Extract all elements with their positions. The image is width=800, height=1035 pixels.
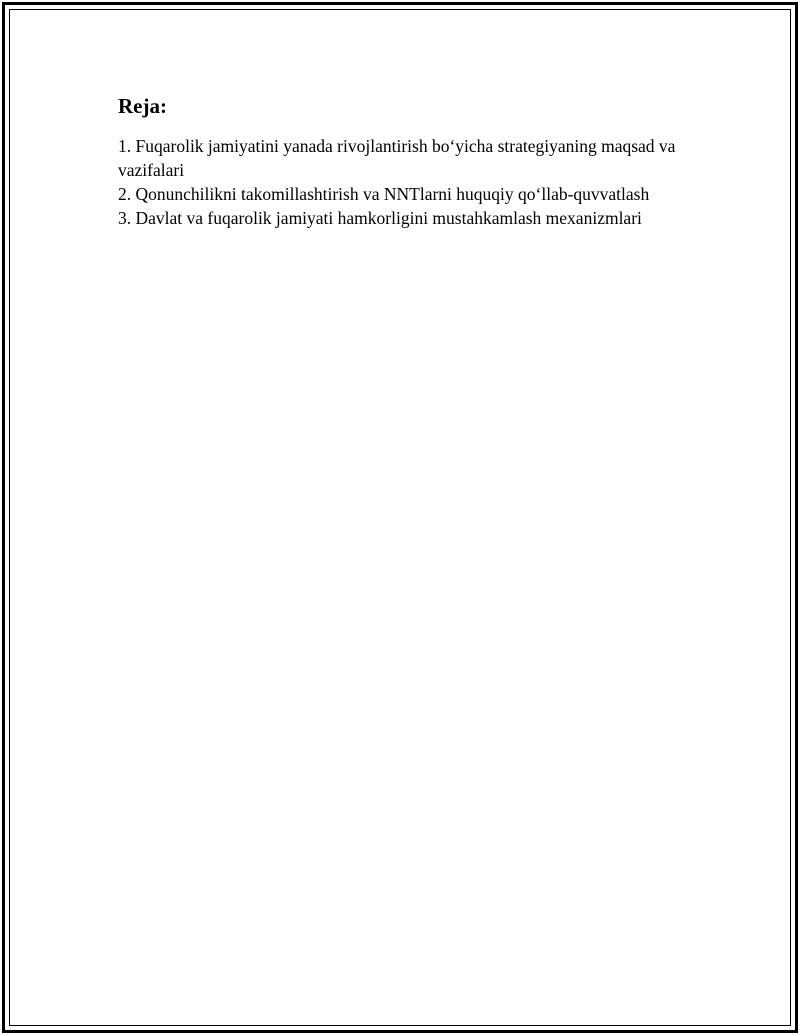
plan-item-1: 1. Fuqarolik jamiyatini yanada rivojlantirish bo‘yicha strategiyaning maqsad va vazifalari bbox=[118, 136, 676, 180]
plan-item-3: 3. Davlat va fuqarolik jamiyati hamkorligini mustahkamlash mexanizmlari bbox=[118, 208, 642, 228]
plan-item-2: 2. Qonunchilikni takomillashtirish va NNTlarni huquqiy qo‘llab-quvvatlash bbox=[118, 184, 650, 204]
document-content bbox=[118, 92, 708, 230]
plan-list bbox=[118, 134, 708, 230]
plan-heading: Reja: bbox=[118, 94, 167, 118]
